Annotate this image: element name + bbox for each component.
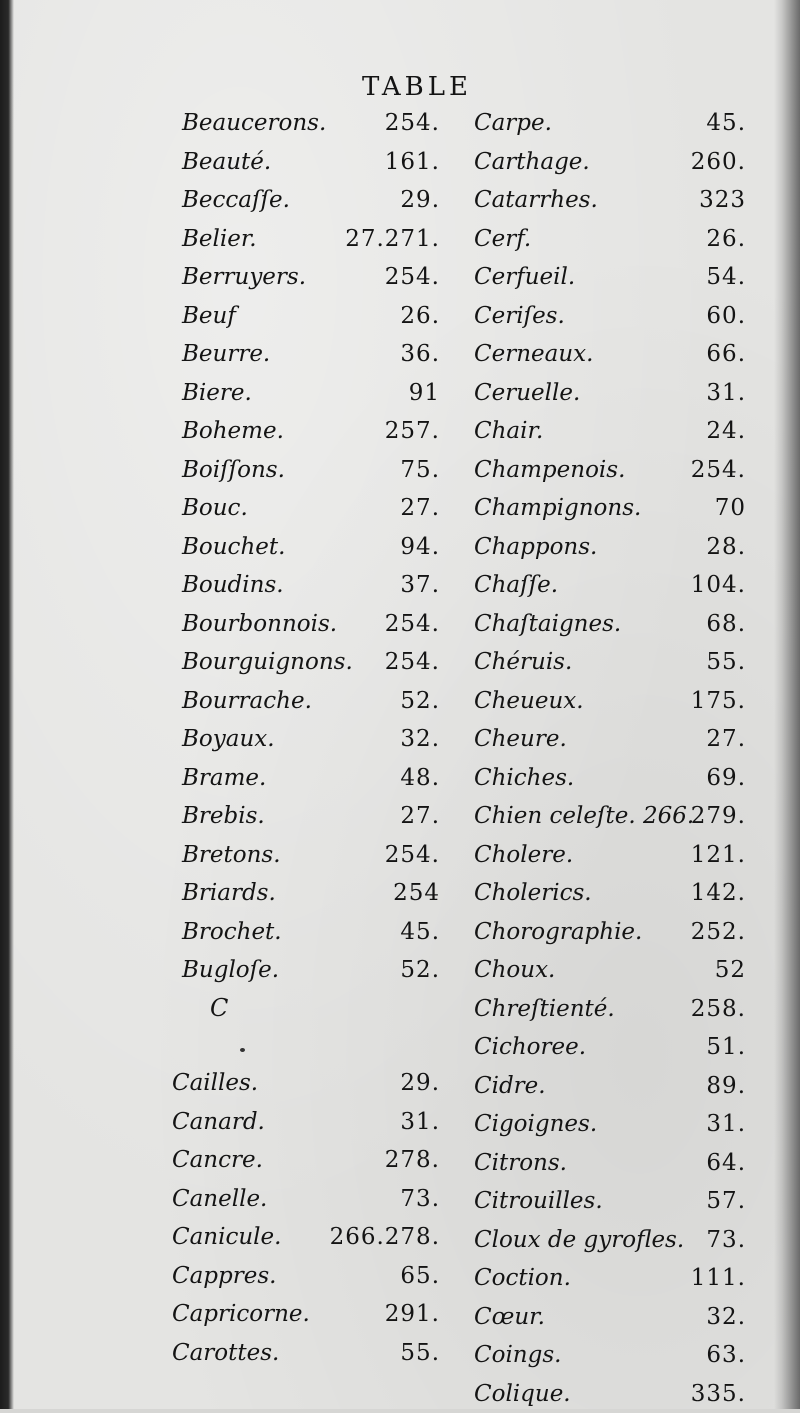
index-page-number: 48. bbox=[400, 759, 440, 798]
index-term: Chair. bbox=[474, 412, 543, 451]
index-term: Cailles. bbox=[172, 1064, 258, 1103]
index-term: Coction. bbox=[474, 1259, 571, 1298]
index-entry bbox=[474, 181, 746, 220]
index-page-number: 291. bbox=[385, 1295, 440, 1334]
index-entry bbox=[172, 1064, 440, 1103]
index-term: Cœur. bbox=[474, 1298, 545, 1337]
index-term: Cholere. bbox=[474, 836, 573, 875]
index-entry bbox=[474, 451, 746, 490]
index-term: Chiches. bbox=[474, 759, 574, 798]
index-page-number: 55. bbox=[706, 643, 746, 682]
index-page-number: 45. bbox=[400, 913, 440, 952]
index-entry bbox=[172, 1180, 440, 1219]
index-page-number: 94. bbox=[400, 528, 440, 567]
index-entry bbox=[172, 1141, 440, 1180]
index-entry bbox=[182, 913, 440, 952]
index-page-number: 254. bbox=[385, 836, 440, 875]
index-entry bbox=[182, 951, 440, 990]
index-term: Bouc. bbox=[182, 489, 248, 528]
index-entry bbox=[182, 759, 440, 798]
index-term: Champenois. bbox=[474, 451, 625, 490]
index-term: Bourrache. bbox=[182, 682, 312, 721]
index-page-number: 31. bbox=[400, 1103, 440, 1142]
index-page-number: 121. bbox=[691, 836, 746, 875]
index-entry bbox=[182, 605, 440, 644]
index-page-number: 266.278. bbox=[330, 1218, 440, 1257]
index-page-number: 28. bbox=[706, 528, 746, 567]
index-term: Bugloſe. bbox=[182, 951, 279, 990]
index-entry bbox=[474, 528, 746, 567]
index-page-number: 52 bbox=[715, 951, 746, 990]
index-term: Chreſtienté. bbox=[474, 990, 615, 1029]
index-entry bbox=[182, 335, 440, 374]
index-page-number: 278. bbox=[385, 1141, 440, 1180]
index-entry bbox=[474, 759, 746, 798]
index-term: Beauté. bbox=[182, 143, 271, 182]
index-page-number: 69. bbox=[706, 759, 746, 798]
index-term: Brochet. bbox=[182, 913, 282, 952]
index-entry bbox=[474, 797, 746, 836]
index-column-right bbox=[474, 104, 746, 1413]
index-page-number: 257. bbox=[385, 412, 440, 451]
index-page-number: 73. bbox=[400, 1180, 440, 1219]
index-entry bbox=[474, 990, 746, 1029]
index-entry bbox=[474, 951, 746, 990]
index-term: Carthage. bbox=[474, 143, 590, 182]
index-term: Boiſſons. bbox=[182, 451, 285, 490]
index-entry bbox=[182, 451, 440, 490]
index-term: Chien celeſte. 266. bbox=[474, 797, 694, 836]
index-page-number: 73. bbox=[706, 1221, 746, 1260]
index-entry bbox=[474, 566, 746, 605]
index-page-number: 254. bbox=[385, 104, 440, 143]
index-page-number: 91 bbox=[409, 374, 440, 413]
index-page-number: 27. bbox=[400, 489, 440, 528]
index-page-number: 254. bbox=[385, 643, 440, 682]
index-entry bbox=[474, 143, 746, 182]
index-entry bbox=[182, 258, 440, 297]
index-entry bbox=[474, 104, 746, 143]
index-page-number: 65. bbox=[400, 1257, 440, 1296]
index-entry bbox=[474, 913, 746, 952]
index-term: Chéruis. bbox=[474, 643, 572, 682]
index-entry bbox=[172, 1334, 440, 1373]
index-term: Champignons. bbox=[474, 489, 641, 528]
index-entry bbox=[182, 297, 440, 336]
index-term: Beccaſſe. bbox=[182, 181, 290, 220]
index-term: Boyaux. bbox=[182, 720, 275, 759]
index-entry bbox=[182, 836, 440, 875]
index-term: Cerfueil. bbox=[474, 258, 575, 297]
index-page-number: 66. bbox=[706, 335, 746, 374]
index-term: Boheme. bbox=[182, 412, 284, 451]
index-page-number: 258. bbox=[691, 990, 746, 1029]
index-entry bbox=[474, 1105, 746, 1144]
index-page-number: 254. bbox=[385, 605, 440, 644]
index-page-number: 24. bbox=[706, 412, 746, 451]
index-page-number: 52. bbox=[400, 951, 440, 990]
index-page-number: 254 bbox=[393, 874, 440, 913]
index-entry bbox=[172, 1103, 440, 1142]
index-term: Citrouilles. bbox=[474, 1182, 603, 1221]
index-term: Cerf. bbox=[474, 220, 531, 259]
index-term: Coings. bbox=[474, 1336, 561, 1375]
index-entry bbox=[474, 335, 746, 374]
index-page-number: 32. bbox=[400, 720, 440, 759]
index-term: Cigoignes. bbox=[474, 1105, 597, 1144]
index-entry bbox=[474, 1028, 746, 1067]
index-page-number: 63. bbox=[706, 1336, 746, 1375]
index-page-number: 68. bbox=[706, 605, 746, 644]
index-entry bbox=[182, 682, 440, 721]
index-page-number: 104. bbox=[691, 566, 746, 605]
index-entry bbox=[474, 1259, 746, 1298]
index-entry bbox=[474, 643, 746, 682]
index-page-number: 254. bbox=[691, 451, 746, 490]
index-term: Choux. bbox=[474, 951, 555, 990]
index-entry bbox=[474, 1298, 746, 1337]
index-term: Berruyers. bbox=[182, 258, 306, 297]
index-term: Carpe. bbox=[474, 104, 552, 143]
index-entry bbox=[182, 374, 440, 413]
index-term: Beuf bbox=[182, 297, 236, 336]
index-term: Cheueux. bbox=[474, 682, 584, 721]
index-page-number: 254. bbox=[385, 258, 440, 297]
index-page-number: 32. bbox=[706, 1298, 746, 1337]
index-entry bbox=[172, 1257, 440, 1296]
index-term: Colique. bbox=[474, 1375, 571, 1413]
section-letter-heading: C bbox=[210, 994, 228, 1022]
index-page-number: 26. bbox=[706, 220, 746, 259]
index-page-number: 36. bbox=[400, 335, 440, 374]
index-term: Chorographie. bbox=[474, 913, 642, 952]
index-page-number: 142. bbox=[691, 874, 746, 913]
index-term: Cloux de gyrofles. bbox=[474, 1221, 684, 1260]
page-title: TABLE bbox=[0, 72, 800, 102]
index-term: Citrons. bbox=[474, 1144, 567, 1183]
index-page-number: 75. bbox=[400, 451, 440, 490]
index-page-number: 111. bbox=[691, 1259, 746, 1298]
index-term: Canicule. bbox=[172, 1218, 281, 1257]
ink-blot bbox=[240, 1048, 245, 1052]
index-entry bbox=[182, 412, 440, 451]
index-entry bbox=[172, 1295, 440, 1334]
index-term: Beaucerons. bbox=[182, 104, 326, 143]
index-page-number: 54. bbox=[706, 258, 746, 297]
index-entry bbox=[474, 720, 746, 759]
index-page-number: 27. bbox=[706, 720, 746, 759]
index-page-number: 161. bbox=[385, 143, 440, 182]
index-entry bbox=[474, 412, 746, 451]
index-entry bbox=[474, 836, 746, 875]
index-page-number: 26. bbox=[400, 297, 440, 336]
index-term: Ceriſes. bbox=[474, 297, 565, 336]
index-term: Ceruelle. bbox=[474, 374, 580, 413]
index-term: Belier. bbox=[182, 220, 257, 259]
index-entry bbox=[474, 297, 746, 336]
index-page-number: 29. bbox=[400, 181, 440, 220]
index-page-number: 31. bbox=[706, 374, 746, 413]
index-page-number: 89. bbox=[706, 1067, 746, 1106]
index-entry bbox=[474, 1221, 746, 1260]
index-page-number: 37. bbox=[400, 566, 440, 605]
index-term: Canelle. bbox=[172, 1180, 267, 1219]
index-column-left-b bbox=[182, 104, 440, 990]
index-entry bbox=[182, 720, 440, 759]
index-term: Chaſſe. bbox=[474, 566, 558, 605]
index-term: Bouchet. bbox=[182, 528, 285, 567]
index-term: Cappres. bbox=[172, 1257, 276, 1296]
index-entry bbox=[474, 605, 746, 644]
index-term: Canard. bbox=[172, 1103, 265, 1142]
index-term: Biere. bbox=[182, 374, 252, 413]
index-page-number: 279. bbox=[691, 797, 746, 836]
index-entry bbox=[474, 1182, 746, 1221]
index-entry bbox=[182, 143, 440, 182]
index-page-number: 323 bbox=[699, 181, 746, 220]
index-term: Brame. bbox=[182, 759, 266, 798]
index-entry bbox=[474, 258, 746, 297]
index-page-number: 60. bbox=[706, 297, 746, 336]
page-edge-shadow bbox=[774, 0, 800, 1409]
index-page-number: 252. bbox=[691, 913, 746, 952]
index-entry bbox=[474, 489, 746, 528]
index-column-left-c bbox=[172, 1064, 440, 1372]
index-page-number: 57. bbox=[706, 1182, 746, 1221]
index-term: Bourbonnois. bbox=[182, 605, 337, 644]
index-page-number: 31. bbox=[706, 1105, 746, 1144]
index-entry bbox=[474, 1067, 746, 1106]
index-entry bbox=[182, 528, 440, 567]
index-term: Cidre. bbox=[474, 1067, 546, 1106]
index-term: Cheure. bbox=[474, 720, 567, 759]
index-entry bbox=[474, 1144, 746, 1183]
index-page-number: 29. bbox=[400, 1064, 440, 1103]
index-entry bbox=[182, 797, 440, 836]
index-entry bbox=[182, 181, 440, 220]
index-term: Chaſtaignes. bbox=[474, 605, 621, 644]
index-term: Cholerics. bbox=[474, 874, 592, 913]
index-entry bbox=[474, 874, 746, 913]
index-entry bbox=[474, 374, 746, 413]
index-page-number: 260. bbox=[691, 143, 746, 182]
index-term: Bourguignons. bbox=[182, 643, 353, 682]
index-page-number: 27. bbox=[400, 797, 440, 836]
index-term: Beurre. bbox=[182, 335, 270, 374]
index-entry bbox=[182, 104, 440, 143]
index-term: Cichoree. bbox=[474, 1028, 586, 1067]
index-term: Capricorne. bbox=[172, 1295, 310, 1334]
index-term: Cancre. bbox=[172, 1141, 263, 1180]
index-term: Brebis. bbox=[182, 797, 265, 836]
index-entry bbox=[182, 643, 440, 682]
index-entry bbox=[182, 489, 440, 528]
index-term: Catarrhes. bbox=[474, 181, 598, 220]
index-term: Boudins. bbox=[182, 566, 284, 605]
index-entry bbox=[474, 1375, 746, 1413]
index-entry bbox=[474, 220, 746, 259]
index-term: Carottes. bbox=[172, 1334, 279, 1373]
page-binding-shadow bbox=[0, 0, 14, 1409]
index-term: Chappons. bbox=[474, 528, 597, 567]
index-entry bbox=[474, 1336, 746, 1375]
index-page-number: 51. bbox=[706, 1028, 746, 1067]
index-entry bbox=[182, 566, 440, 605]
index-page-number: 55. bbox=[400, 1334, 440, 1373]
index-page-number: 175. bbox=[691, 682, 746, 721]
index-page-number: 27.271. bbox=[345, 220, 440, 259]
index-page-number: 45. bbox=[706, 104, 746, 143]
index-entry bbox=[474, 682, 746, 721]
index-entry bbox=[172, 1218, 440, 1257]
index-page-number: 64. bbox=[706, 1144, 746, 1183]
index-term: Bretons. bbox=[182, 836, 281, 875]
index-entry bbox=[182, 874, 440, 913]
index-page-number: 70 bbox=[715, 489, 746, 528]
index-term: Cerneaux. bbox=[474, 335, 593, 374]
index-page-number: 335. bbox=[691, 1375, 746, 1413]
index-term: Briards. bbox=[182, 874, 276, 913]
index-entry bbox=[182, 220, 440, 259]
index-page-number: 52. bbox=[400, 682, 440, 721]
